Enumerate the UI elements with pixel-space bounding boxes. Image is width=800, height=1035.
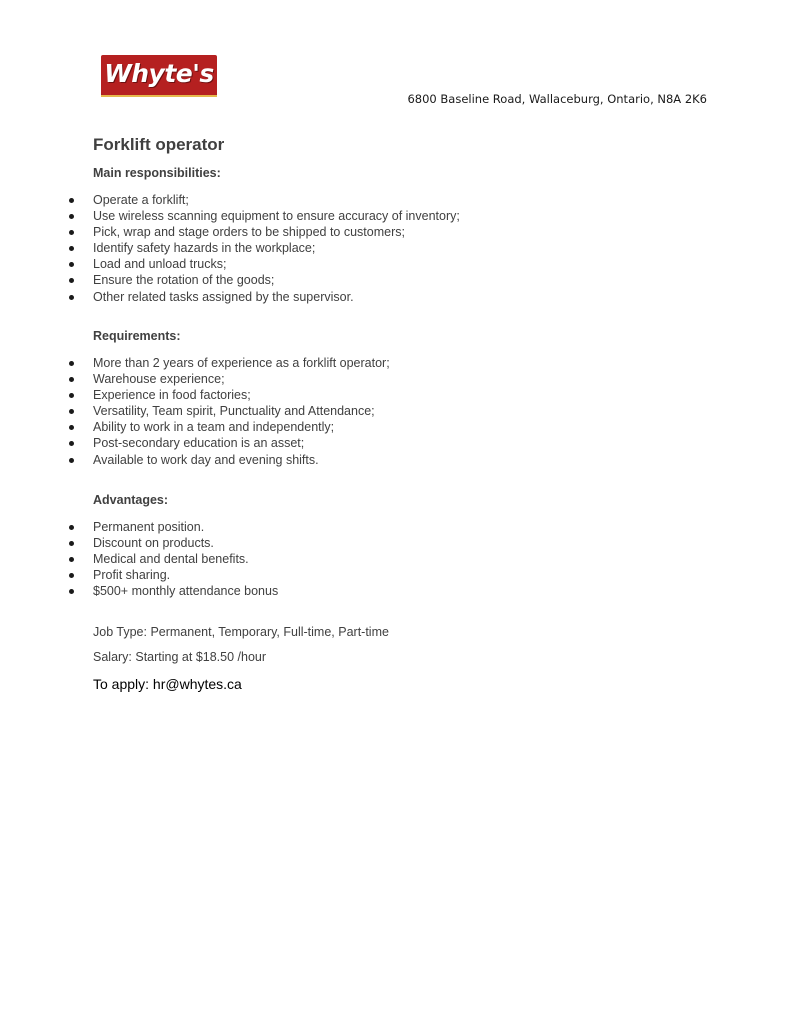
bullet-icon — [69, 441, 74, 446]
advantages-heading: Advantages: — [93, 493, 169, 507]
bullet-icon — [69, 198, 74, 203]
bullet-icon — [69, 262, 74, 267]
responsibilities-heading: Main responsibilities: — [93, 166, 221, 180]
bullet-icon — [69, 425, 74, 430]
bullet-icon — [69, 230, 74, 235]
bullet-icon — [69, 377, 74, 382]
job-type: Job Type: Permanent, Temporary, Full-time, Part-time — [93, 625, 389, 639]
logo-underline — [101, 95, 217, 97]
bullet-icon — [69, 278, 74, 283]
bullet-icon — [69, 458, 74, 463]
apply-contact: To apply: hr@whytes.ca — [93, 676, 242, 692]
company-address: 6800 Baseline Road, Wallaceburg, Ontario, N8A 2K6 — [407, 92, 707, 106]
bullet-icon — [69, 541, 74, 546]
bullet-icon — [69, 361, 74, 366]
bullet-icon — [69, 214, 74, 219]
bullet-icon — [69, 573, 74, 578]
bullet-icon — [69, 589, 74, 594]
bullet-icon — [69, 409, 74, 414]
bullet-icon — [69, 393, 74, 398]
bullet-icon — [69, 557, 74, 562]
logo-text: Whyte's — [104, 59, 214, 88]
bullet-icon — [69, 246, 74, 251]
bullet-icon — [69, 525, 74, 530]
job-title: Forklift operator — [93, 135, 225, 154]
whytes-logo — [101, 55, 217, 95]
salary: Salary: Starting at $18.50 /hour — [93, 650, 267, 664]
bullet-icon — [69, 295, 74, 300]
requirements-heading: Requirements: — [93, 329, 181, 343]
